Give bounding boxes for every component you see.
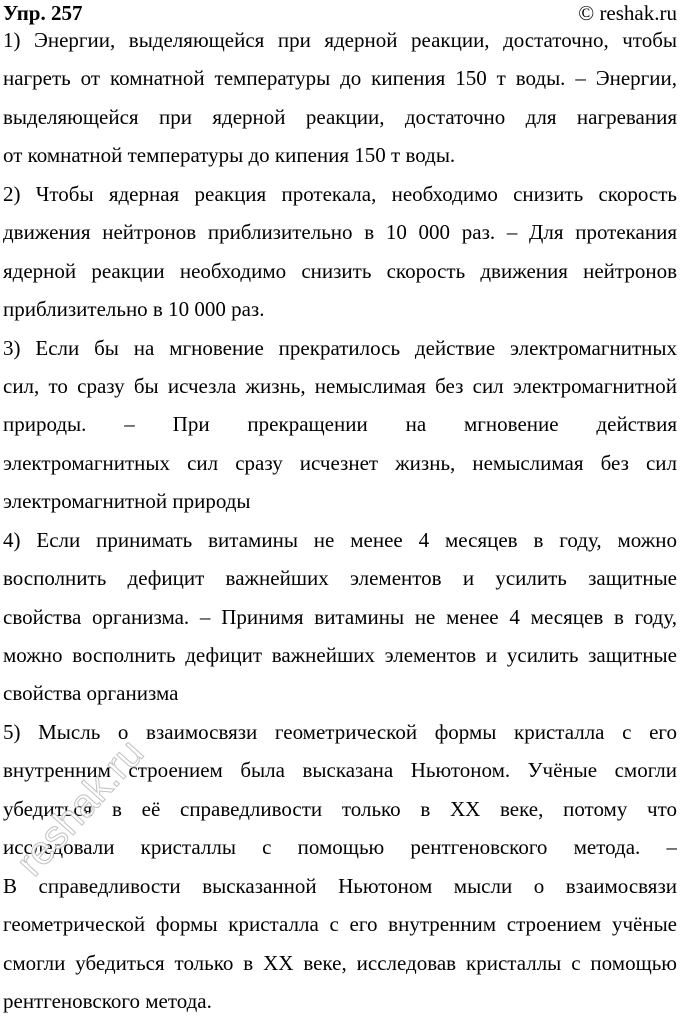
text-line: сил, то сразу бы исчезла жизнь, немыслимая без сил электромагнитной <box>3 373 677 398</box>
paragraph-5 <box>3 713 677 1021</box>
text-line: 2) Чтобы ядерная реакция протекала, необходимо снизить скорость <box>3 181 677 206</box>
exercise-title: Упр. 257 <box>3 1 83 25</box>
paragraph-1 <box>3 21 677 175</box>
text-line: 3) Если бы на мгновение прекратилось действие электромагнитных <box>3 335 677 360</box>
watermark-logo: reshak.ru <box>8 731 153 885</box>
text-line: рентгеновского метода. <box>3 988 212 1013</box>
text-line: выделяющейся при ядерной реакции, достаточно для нагревания <box>3 104 677 129</box>
text-line: от комнатной температуры до кипения 150 т воды. <box>3 143 456 168</box>
text-line: геометрической формы кристалла с его внутренним строением учёные <box>3 912 677 937</box>
text-line: ядерной реакции необходимо снизить скорость движения нейтронов <box>3 258 677 283</box>
text-line: исследовали кристаллы с помощью рентгеновского метода. – <box>3 835 677 860</box>
paragraph-2 <box>3 175 677 329</box>
text-line: приблизительно в 10 000 раз. <box>3 297 265 322</box>
text-line: свойства организма. – Принимя витамины не менее 4 месяцев в году, <box>3 604 677 629</box>
text-line: 5) Мысль о взаимосвязи геометрической формы кристалла с его <box>3 719 677 744</box>
text-line: электромагнитной природы <box>3 489 251 514</box>
copyright-text: © reshak.ru <box>578 1 677 25</box>
paragraph-3 <box>3 329 677 521</box>
text-line: электромагнитных сил сразу исчезнет жизнь, немыслимая без сил <box>3 450 677 475</box>
text-line: В справедливости высказанной Ньютоном мысли о взаимосвязи <box>3 873 677 898</box>
text-line: природы. – При прекращении на мгновение действия <box>3 412 677 437</box>
text-line: 4) Если принимать витамины не менее 4 месяцев в году, можно <box>3 527 677 552</box>
text-line: нагреть от комнатной температуры до кипения 150 т воды. – Энергии, <box>3 66 677 91</box>
text-line: внутренним строением была высказана Ньютоном. Учёные смогли <box>3 758 677 783</box>
answer-text <box>3 21 677 1020</box>
text-line: смогли убедиться только в XX веке, исследовав кристаллы с помощью <box>3 950 677 975</box>
text-line: свойства организма <box>3 681 179 706</box>
paragraph-4 <box>3 521 677 713</box>
text-line: восполнить дефицит важнейших элементов и усилить защитные <box>3 566 677 591</box>
text-line: движения нейтронов приблизительно в 10 000 раз. – Для протекания <box>3 220 677 245</box>
text-line: убедиться в её справедливости только в XX веке, потому что <box>3 796 677 821</box>
text-line: можно восполнить дефицит важнейших элементов и усилить защитные <box>3 643 677 667</box>
text-line: 1) Энергии, выделяющейся при ядерной реакции, достаточно, чтобы <box>3 28 677 52</box>
